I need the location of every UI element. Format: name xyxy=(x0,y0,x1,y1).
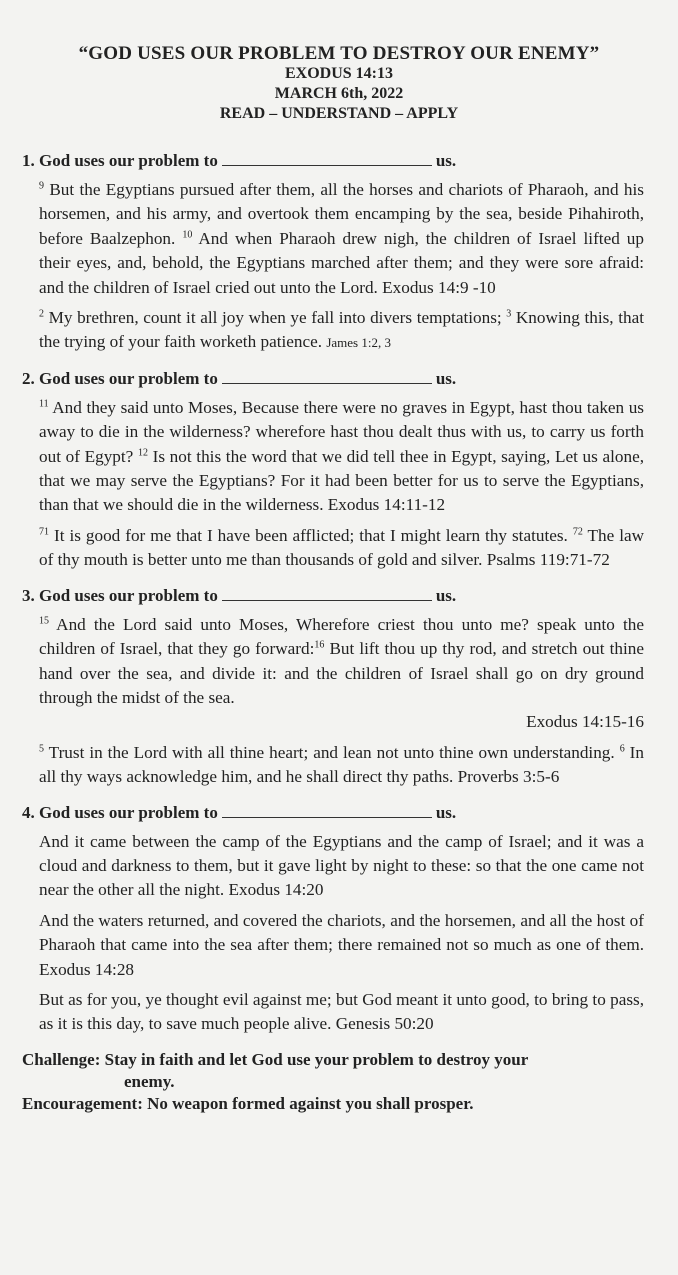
date: MARCH 6th, 2022 xyxy=(274,85,404,102)
verse-block: $^2$ My brethren, count it all joy when ye fall into divers temptations; $^3$ Knowing this, that the trying of your faith worketh patience. James 1:2, 3 xyxy=(39,308,644,352)
verse-block: $^9$ But the Egyptians pursued after them, all the horses and chariots of Pharaoh, and his horsemen, and his army, and overtook them encamping by the sea, beside Pihahiroth, before Baalzephon. $^{10}$ And when Pharaoh drew nigh, the children of Israel lifted up their eyes, and, behold, the Egyptians marched after them; and they were sore afraid: and the children of Israel cried out unto the Lord. Exodus 14:9 -10 xyxy=(39,180,644,297)
motto: READ – UNDERSTAND – APPLY xyxy=(219,105,459,122)
verse-block: $^{71}$ It is good for me that I have been afflicted; that I might learn thy statutes. $^{72}$ The law of thy mouth is better unto me than thousands of gold and silver. Psalms 119:71-72 xyxy=(39,525,645,570)
challenge: Challenge: Stay in faith and let God use your problem to destroy your enemy. Encouragement: No weapon formed against you shall prosper. xyxy=(22,1049,644,1115)
fill-in-blank xyxy=(222,803,432,818)
point-heading: 4. God uses our problem to us. xyxy=(22,802,457,822)
verse-block: $^{15}$ And the Lord said unto Moses, Wherefore criest thou unto me? speak unto the children of Israel, that they go forward:$^{16}$ But lift thou up thy rod, and stretch out thine hand over the sea, and divide it: and the children of Israel shall go on dry ground through the midst of the sea. Exodus 14:15-16 xyxy=(39,614,644,732)
fill-in-blank xyxy=(222,369,432,384)
page-title: “GOD USES OUR PROBLEM TO DESTROY OUR ENEMY” xyxy=(78,43,600,64)
scripture-reference: EXODUS 14:13 xyxy=(284,65,393,82)
encouragement: Encouragement: No weapon formed against you shall prosper. xyxy=(22,1093,474,1113)
point-heading: 1. God uses our problem to us. xyxy=(22,151,457,170)
verse-block: $^5$ Trust in the Lord with all thine heart; and lean not unto thine own understanding. $^6$ In all thy ways acknowledge him, and he shall direct thy paths. Proverbs 3:5-6 xyxy=(39,742,644,787)
header xyxy=(34,44,644,124)
point-heading: 3. God uses our problem to us. xyxy=(22,585,457,605)
fill-in-blank xyxy=(222,586,432,601)
verse-block: But as for you, ye thought evil against me; but God meant it unto good, to bring to pass, as it is this day, to save much people alive. Genesis 50:20 xyxy=(39,989,644,1034)
verse-block: And it came between the camp of the Egyptians and the camp of Israel; and it was a cloud and darkness to them, but it gave light by night to these: so that the one came not near the other all the night. Exodus 14:20 xyxy=(39,831,644,900)
verse-block: And the waters returned, and covered the chariots, and the horsemen, and all the host of Pharaoh that came into the sea after them; there remained not so much as one of them. Exodus 14:28 xyxy=(39,910,644,979)
fill-in-blank xyxy=(222,151,432,166)
point-heading: 2. God uses our problem to us. xyxy=(22,368,457,388)
verse-block: $^{11}$ And they said unto Moses, Because there were no graves in Egypt, hast thou taken us away to die in the wilderness? wherefore hast thou dealt thus with us, to carry us forth out of Egypt? $^{12}$ Is not this the word that we did tell thee in Egypt, saying, Let us alone, that we may serve the Egyptians? For it had been better for us to serve the Egyptians, than that we should die in the wilderness. Exodus 14:11-12 xyxy=(39,397,644,515)
